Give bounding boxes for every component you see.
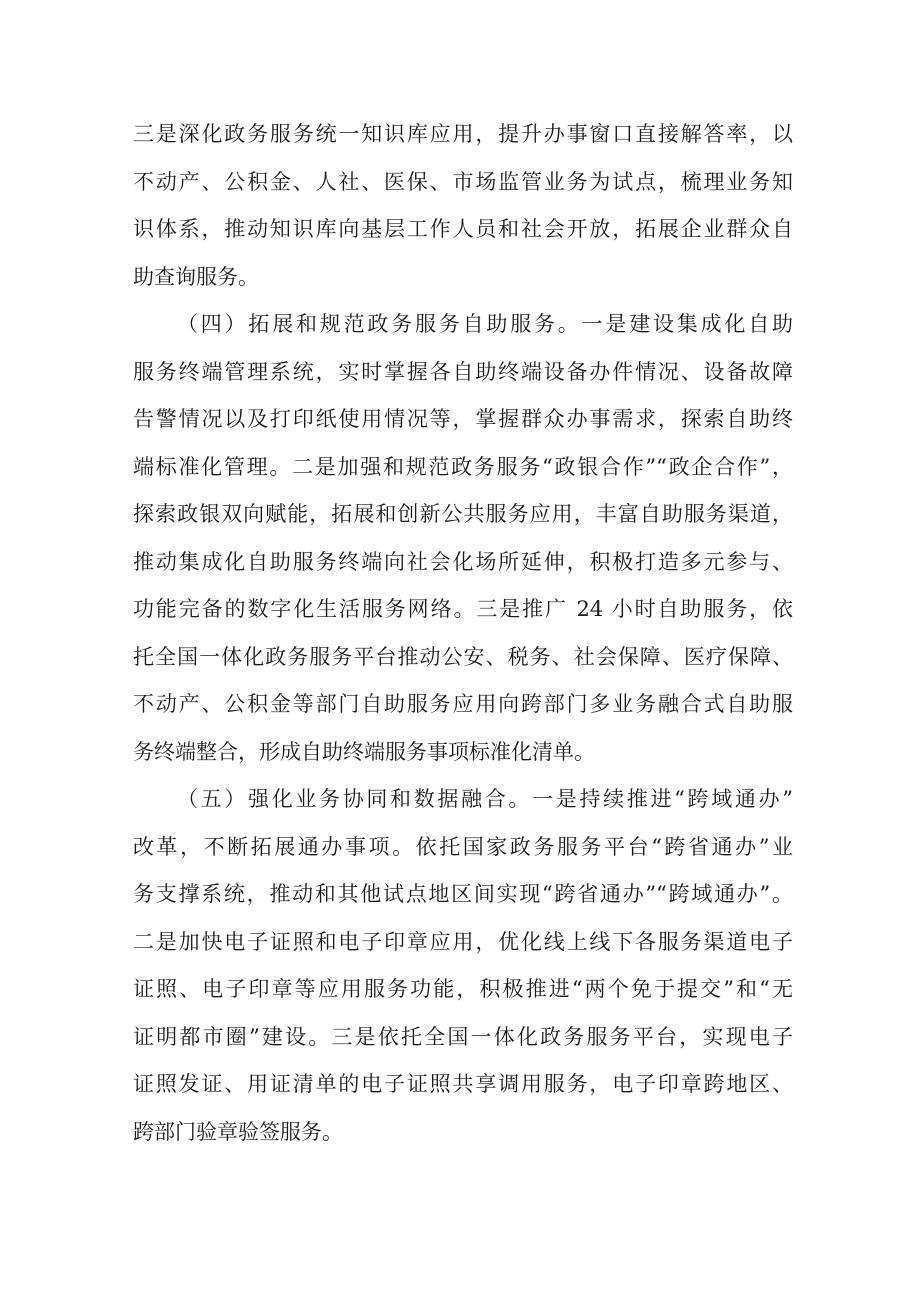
paragraph-self-service xyxy=(133,301,793,776)
text-line: 证明都市圈”建设。三是依托全国一体化政务服务平台，实现电子 xyxy=(133,1024,793,1049)
text-line: 三是深化政务服务统一知识库应用，提升办事窗口直接解答率，以 xyxy=(133,122,793,146)
section-heading-line: （五）强化业务协同和数据融合。一是持续推进“跨域通办” xyxy=(177,787,793,811)
text-line: 证照发证、用证清单的电子证照共享调用服务，电子印章跨地区、 xyxy=(133,1072,793,1096)
text-line: 推动集成化自助服务终端向社会化场所延伸，积极打造多元参与、 xyxy=(133,549,793,574)
text-line: 端标准化管理。二是加强和规范政务服务“政银合作”“政企合作”， xyxy=(133,454,793,479)
text-line: 跨部门验章验签服务。 xyxy=(133,1119,343,1144)
text-line: 助查询服务。 xyxy=(133,264,259,289)
text-line: 托全国一体化政务服务平台推动公安、税务、社会保障、医疗保障、 xyxy=(133,644,793,669)
text-line: 务终端整合，形成自助终端服务事项标准化清单。 xyxy=(133,739,595,764)
text-line: 探索政银双向赋能，拓展和创新公共服务应用，丰富自助服务渠道， xyxy=(133,502,793,526)
text-line: 不动产、公积金、人社、医保、市场监管业务为试点，梳理业务知 xyxy=(133,169,793,194)
paragraph-business-collaboration xyxy=(133,776,793,1156)
text-line: 服务终端管理系统，实时掌握各自助终端设备办件情况、设备故障 xyxy=(133,359,793,384)
text-line: 务支撑系统，推动和其他试点地区间实现“跨省通办”“跨域通办”。 xyxy=(133,882,793,906)
text-line: 不动产、公积金等部门自助服务应用向跨部门多业务融合式自助服 xyxy=(133,692,793,716)
text-line: 功能完备的数字化生活服务网络。三是推广 24 小时自助服务，依 xyxy=(133,597,793,621)
text-line: 二是加快电子证照和电子印章应用，优化线上线下各服务渠道电子 xyxy=(133,929,793,954)
document-body xyxy=(133,111,793,1156)
section-heading-line: （四）拓展和规范政务服务自助服务。一是建设集成化自助 xyxy=(177,312,793,336)
paragraph-knowledge-base xyxy=(133,111,793,301)
text-line: 告警情况以及打印纸使用情况等，掌握群众办事需求，探索自助终 xyxy=(133,407,793,431)
text-line: 改革，不断拓展通办事项。依托国家政务服务平台“跨省通办”业 xyxy=(133,834,793,859)
text-line: 证照、电子印章等应用服务功能，积极推进“两个免于提交”和“无 xyxy=(133,977,793,1001)
text-line: 识体系，推动知识库向基层工作人员和社会开放，拓展企业群众自 xyxy=(133,217,793,241)
